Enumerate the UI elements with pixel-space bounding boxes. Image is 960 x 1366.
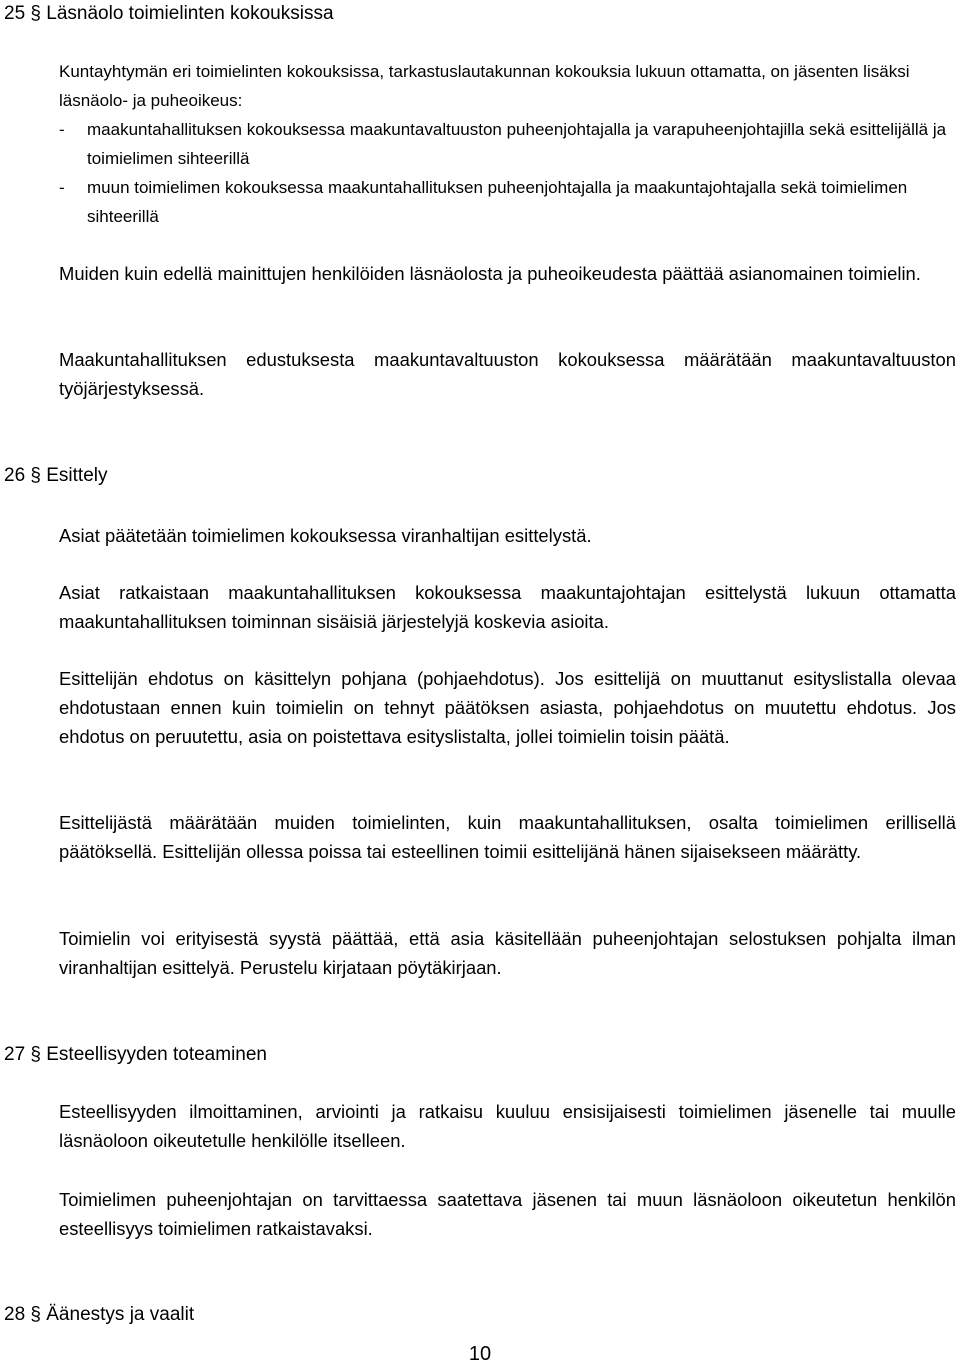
section-26-paragraph: Esittelijän ehdotus on käsittelyn pohjana (pohjaehdotus). Jos esittelijä on muuttanut esityslistalla olevaa ehdotustaan ennen kuin toimielin on tehnyt päätöksen asiasta, pohjaehdotus on muutettu ehdotus. Jos ehdotus on peruutettu, asia on poistettava esityslistalta, jollei toimielin toisin päätä. [59,668,956,747]
section-27-paragraph: Esteellisyyden ilmoittaminen, arviointi ja ratkaisu kuuluu ensisijaisesti toimielimen jäsenelle tai muulle läsnäoloon oikeutetulle henkilölle itselleen. [59,1101,956,1151]
list-item-text: maakuntahallituksen kokouksessa maakuntavaltuuston puheenjohtajalla ja varapuheenjohtajilla sekä esittelijällä ja toimielimen sihteerillä [87,120,947,168]
section-26-paragraph: Asiat päätetään toimielimen kokouksessa viranhaltijan esittelystä. [59,525,592,546]
list-item [59,115,956,173]
list-dash: - [59,120,65,139]
section-26-paragraph: Asiat ratkaistaan maakuntahallituksen kokouksessa maakuntajohtajan esittelystä lukuun ottamatta maakuntahallituksen toiminnan sisäisiä järjestelyjä koskevia asioita. [59,582,956,632]
section-heading-26: 26 § Esittely [4,465,108,486]
section-26-paragraph: Esittelijästä määrätään muiden toimielinten, kuin maakuntahallituksen, osalta toimielimen erillisellä päätöksellä. Esittelijän ollessa poissa tai esteellinen toimii esittelijänä hänen sijaisekseen määrätty. [59,812,956,862]
section-heading-28: 28 § Äänestys ja vaalit [4,1304,195,1325]
section-27-paragraph: Toimielimen puheenjohtajan on tarvittaessa saatettava jäsenen tai muun läsnäoloon oikeutetun henkilön esteellisyys toimielimen ratkaistavaksi. [59,1189,956,1239]
section-heading-27: 27 § Esteellisyyden toteaminen [4,1044,267,1065]
list-item-text: muun toimielimen kokouksessa maakuntahallituksen puheenjohtajalla ja maakuntajohtajalla sekä toimielimen sihteerillä [87,178,908,226]
section-25-intro: Kuntayhtymän eri toimielinten kokouksissa, tarkastuslautakunnan kokouksia lukuun ottamatta, on jäsenten lisäksi läsnäolo- ja puheoikeus: [59,62,910,110]
section-heading-25: 25 § Läsnäolo toimielinten kokouksissa [4,3,334,24]
section-25-paragraph: Muiden kuin edellä mainittujen henkilöiden läsnäolosta ja puheoikeudesta päättää asianomainen toimielin. [59,263,921,284]
list-dash: - [59,178,65,197]
section-25-paragraph: Maakuntahallituksen edustuksesta maakuntavaltuuston kokouksessa määrätään maakuntavaltuuston työjärjestyksessä. [59,349,956,399]
section-26-paragraph: Toimielin voi erityisestä syystä päättää, että asia käsitellään puheenjohtajan selostuksen pohjalta ilman viranhaltijan esittelyä. Perustelu kirjataan pöytäkirjaan. [59,928,956,978]
list-item [59,173,956,231]
section-25-intro-block [59,57,956,231]
page-number: 10 [468,1343,492,1365]
